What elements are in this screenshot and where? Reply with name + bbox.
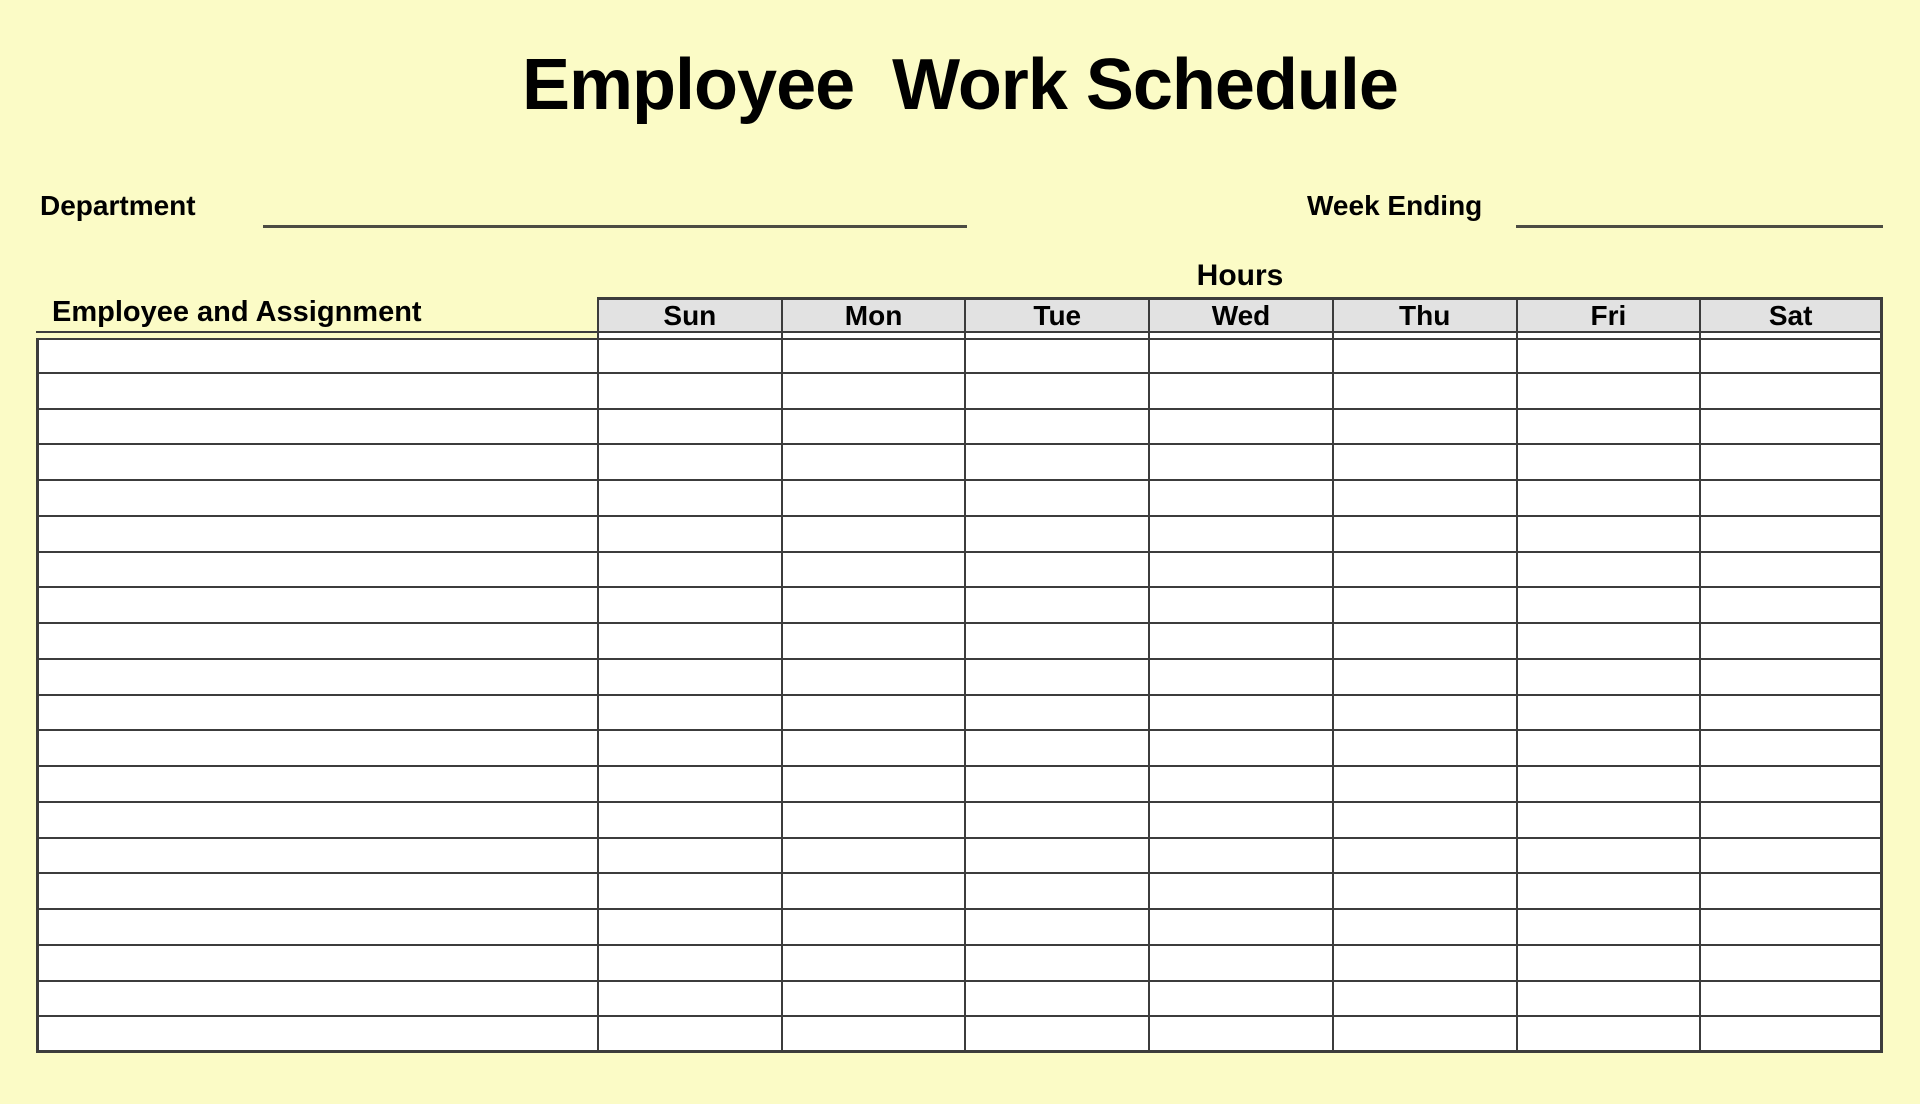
employee-cell[interactable]	[36, 767, 597, 803]
hours-cell-tue[interactable]	[964, 767, 1148, 803]
hours-cell-sat[interactable]	[1699, 696, 1883, 732]
hours-cell-sun[interactable]	[597, 946, 781, 982]
employee-cell[interactable]	[36, 588, 597, 624]
hours-cell-sat[interactable]	[1699, 374, 1883, 410]
hours-cell-sun[interactable]	[597, 624, 781, 660]
hours-cell-sun[interactable]	[597, 731, 781, 767]
hours-cell-sat[interactable]	[1699, 839, 1883, 875]
hours-cell-sun[interactable]	[597, 1017, 781, 1053]
hours-cell-wed[interactable]	[1148, 624, 1332, 660]
hours-cell-thu[interactable]	[1332, 445, 1516, 481]
department-label: Department	[40, 190, 196, 221]
hours-cell-mon[interactable]	[781, 445, 965, 481]
hours-cell-wed[interactable]	[1148, 767, 1332, 803]
hours-cell-sat[interactable]	[1699, 338, 1883, 374]
hours-cell-sun[interactable]	[597, 481, 781, 517]
hours-cell-tue[interactable]	[964, 338, 1148, 374]
hours-cell-thu[interactable]	[1332, 481, 1516, 517]
employee-cell[interactable]	[36, 874, 597, 910]
hours-cell-fri[interactable]	[1516, 338, 1700, 374]
employee-cell[interactable]	[36, 839, 597, 875]
hours-cell-sat[interactable]	[1699, 982, 1883, 1018]
hours-cell-wed[interactable]	[1148, 910, 1332, 946]
hours-cell-fri[interactable]	[1516, 696, 1700, 732]
hours-cell-fri[interactable]	[1516, 1017, 1700, 1053]
hours-cell-sat[interactable]	[1699, 1017, 1883, 1053]
employee-cell[interactable]	[36, 517, 597, 553]
hours-cell-sun[interactable]	[597, 910, 781, 946]
hours-cell-mon[interactable]	[781, 1017, 965, 1053]
hours-cell-sat[interactable]	[1699, 553, 1883, 589]
hours-cell-mon[interactable]	[781, 803, 965, 839]
hours-cell-sat[interactable]	[1699, 767, 1883, 803]
hours-cell-thu[interactable]	[1332, 696, 1516, 732]
hours-cell-wed[interactable]	[1148, 410, 1332, 446]
hours-cell-sun[interactable]	[597, 588, 781, 624]
hours-cell-thu[interactable]	[1332, 374, 1516, 410]
hours-cell-thu[interactable]	[1332, 588, 1516, 624]
hours-cell-sun[interactable]	[597, 553, 781, 589]
hours-cell-tue[interactable]	[964, 374, 1148, 410]
day-header-sun: Sun	[597, 297, 781, 333]
hours-cell-wed[interactable]	[1148, 517, 1332, 553]
hours-cell-tue[interactable]	[964, 982, 1148, 1018]
hours-cell-thu[interactable]	[1332, 660, 1516, 696]
hours-cell-sat[interactable]	[1699, 874, 1883, 910]
hours-cell-sun[interactable]	[597, 445, 781, 481]
hours-cell-tue[interactable]	[964, 410, 1148, 446]
hours-cell-mon[interactable]	[781, 660, 965, 696]
employee-cell[interactable]	[36, 338, 597, 374]
hours-cell-thu[interactable]	[1332, 553, 1516, 589]
hours-cell-wed[interactable]	[1148, 731, 1332, 767]
hours-cell-thu[interactable]	[1332, 624, 1516, 660]
day-header-tue: Tue	[964, 297, 1148, 333]
hours-cell-thu[interactable]	[1332, 767, 1516, 803]
employee-cell[interactable]	[36, 445, 597, 481]
week-ending-label: Week Ending	[1307, 190, 1483, 221]
hours-cell-fri[interactable]	[1516, 982, 1700, 1018]
hours-cell-mon[interactable]	[781, 338, 965, 374]
hours-cell-thu[interactable]	[1332, 338, 1516, 374]
hours-cell-thu[interactable]	[1332, 1017, 1516, 1053]
hours-cell-sun[interactable]	[597, 767, 781, 803]
hours-cell-tue[interactable]	[964, 839, 1148, 875]
hours-cell-sat[interactable]	[1699, 946, 1883, 982]
hours-cell-sat[interactable]	[1699, 803, 1883, 839]
hours-cell-mon[interactable]	[781, 374, 965, 410]
hours-cell-thu[interactable]	[1332, 839, 1516, 875]
hours-cell-mon[interactable]	[781, 696, 965, 732]
hours-cell-sat[interactable]	[1699, 517, 1883, 553]
hours-cell-thu[interactable]	[1332, 946, 1516, 982]
hours-label: Hours	[1196, 259, 1284, 292]
hours-cell-thu[interactable]	[1332, 982, 1516, 1018]
hours-cell-tue[interactable]	[964, 946, 1148, 982]
hours-cell-sun[interactable]	[597, 517, 781, 553]
employee-cell[interactable]	[36, 374, 597, 410]
day-header-wed: Wed	[1148, 297, 1332, 333]
hours-cell-fri[interactable]	[1516, 767, 1700, 803]
hours-cell-tue[interactable]	[964, 445, 1148, 481]
hours-cell-sat[interactable]	[1699, 445, 1883, 481]
hours-cell-sun[interactable]	[597, 338, 781, 374]
hours-cell-sat[interactable]	[1699, 410, 1883, 446]
hours-cell-fri[interactable]	[1516, 553, 1700, 589]
hours-cell-thu[interactable]	[1332, 910, 1516, 946]
hours-cell-wed[interactable]	[1148, 839, 1332, 875]
hours-cell-fri[interactable]	[1516, 410, 1700, 446]
employee-cell[interactable]	[36, 1017, 597, 1053]
hours-cell-mon[interactable]	[781, 553, 965, 589]
hours-cell-thu[interactable]	[1332, 803, 1516, 839]
hours-cell-wed[interactable]	[1148, 553, 1332, 589]
hours-cell-sat[interactable]	[1699, 731, 1883, 767]
employee-assignment-header: Employee and Assignment	[36, 297, 597, 333]
hours-cell-wed[interactable]	[1148, 374, 1332, 410]
hours-cell-fri[interactable]	[1516, 481, 1700, 517]
hours-cell-mon[interactable]	[781, 982, 965, 1018]
hours-cell-fri[interactable]	[1516, 731, 1700, 767]
hours-cell-tue[interactable]	[964, 660, 1148, 696]
hours-cell-wed[interactable]	[1148, 803, 1332, 839]
hours-cell-mon[interactable]	[781, 839, 965, 875]
page-title: Employee Work Schedule	[522, 45, 1398, 125]
hours-cell-wed[interactable]	[1148, 696, 1332, 732]
employee-cell[interactable]	[36, 731, 597, 767]
hours-cell-fri[interactable]	[1516, 839, 1700, 875]
hours-cell-fri[interactable]	[1516, 374, 1700, 410]
hours-cell-fri[interactable]	[1516, 660, 1700, 696]
employee-cell[interactable]	[36, 946, 597, 982]
hours-cell-wed[interactable]	[1148, 481, 1332, 517]
hours-cell-sat[interactable]	[1699, 588, 1883, 624]
hours-cell-fri[interactable]	[1516, 874, 1700, 910]
hours-cell-tue[interactable]	[964, 696, 1148, 732]
hours-cell-thu[interactable]	[1332, 874, 1516, 910]
employee-cell[interactable]	[36, 481, 597, 517]
hours-cell-wed[interactable]	[1148, 982, 1332, 1018]
hours-cell-sun[interactable]	[597, 839, 781, 875]
day-header-sat: Sat	[1699, 297, 1883, 333]
hours-cell-mon[interactable]	[781, 767, 965, 803]
hours-cell-wed[interactable]	[1148, 588, 1332, 624]
hours-cell-fri[interactable]	[1516, 517, 1700, 553]
hours-cell-mon[interactable]	[781, 481, 965, 517]
hours-cell-fri[interactable]	[1516, 588, 1700, 624]
hours-cell-fri[interactable]	[1516, 910, 1700, 946]
employee-cell[interactable]	[36, 910, 597, 946]
employee-cell[interactable]	[36, 696, 597, 732]
hours-cell-tue[interactable]	[964, 731, 1148, 767]
hours-cell-tue[interactable]	[964, 517, 1148, 553]
hours-cell-mon[interactable]	[781, 910, 965, 946]
hours-cell-mon[interactable]	[781, 946, 965, 982]
hours-cell-tue[interactable]	[964, 803, 1148, 839]
hours-cell-sat[interactable]	[1699, 481, 1883, 517]
hours-cell-tue[interactable]	[964, 553, 1148, 589]
hours-cell-sun[interactable]	[597, 660, 781, 696]
hours-cell-tue[interactable]	[964, 588, 1148, 624]
day-header-mon: Mon	[781, 297, 965, 333]
hours-cell-tue[interactable]	[964, 481, 1148, 517]
hours-cell-sat[interactable]	[1699, 624, 1883, 660]
hours-cell-tue[interactable]	[964, 910, 1148, 946]
hours-cell-fri[interactable]	[1516, 445, 1700, 481]
hours-cell-sun[interactable]	[597, 410, 781, 446]
week-ending-input-line[interactable]	[1516, 191, 1883, 228]
day-header-fri: Fri	[1516, 297, 1700, 333]
hours-cell-wed[interactable]	[1148, 946, 1332, 982]
hours-cell-wed[interactable]	[1148, 660, 1332, 696]
employee-cell[interactable]	[36, 624, 597, 660]
hours-cell-sun[interactable]	[597, 874, 781, 910]
hours-cell-wed[interactable]	[1148, 874, 1332, 910]
hours-cell-fri[interactable]	[1516, 946, 1700, 982]
hours-cell-fri[interactable]	[1516, 624, 1700, 660]
hours-cell-thu[interactable]	[1332, 410, 1516, 446]
hours-cell-thu[interactable]	[1332, 517, 1516, 553]
hours-cell-sun[interactable]	[597, 696, 781, 732]
schedule-grid	[36, 297, 1883, 1053]
department-input-line[interactable]	[263, 191, 967, 228]
hours-cell-wed[interactable]	[1148, 1017, 1332, 1053]
hours-cell-tue[interactable]	[964, 1017, 1148, 1053]
employee-cell[interactable]	[36, 410, 597, 446]
hours-cell-thu[interactable]	[1332, 731, 1516, 767]
hours-cell-tue[interactable]	[964, 874, 1148, 910]
hours-cell-sat[interactable]	[1699, 910, 1883, 946]
employee-cell[interactable]	[36, 553, 597, 589]
hours-cell-mon[interactable]	[781, 410, 965, 446]
hours-cell-sat[interactable]	[1699, 660, 1883, 696]
employee-cell[interactable]	[36, 660, 597, 696]
hours-cell-mon[interactable]	[781, 874, 965, 910]
hours-cell-fri[interactable]	[1516, 803, 1700, 839]
hours-cell-sun[interactable]	[597, 803, 781, 839]
hours-cell-mon[interactable]	[781, 588, 965, 624]
hours-cell-sun[interactable]	[597, 982, 781, 1018]
hours-cell-wed[interactable]	[1148, 445, 1332, 481]
hours-cell-mon[interactable]	[781, 731, 965, 767]
day-header-thu: Thu	[1332, 297, 1516, 333]
hours-cell-sun[interactable]	[597, 374, 781, 410]
hours-cell-wed[interactable]	[1148, 338, 1332, 374]
hours-cell-mon[interactable]	[781, 624, 965, 660]
hours-cell-mon[interactable]	[781, 517, 965, 553]
employee-cell[interactable]	[36, 982, 597, 1018]
employee-cell[interactable]	[36, 803, 597, 839]
hours-cell-tue[interactable]	[964, 624, 1148, 660]
